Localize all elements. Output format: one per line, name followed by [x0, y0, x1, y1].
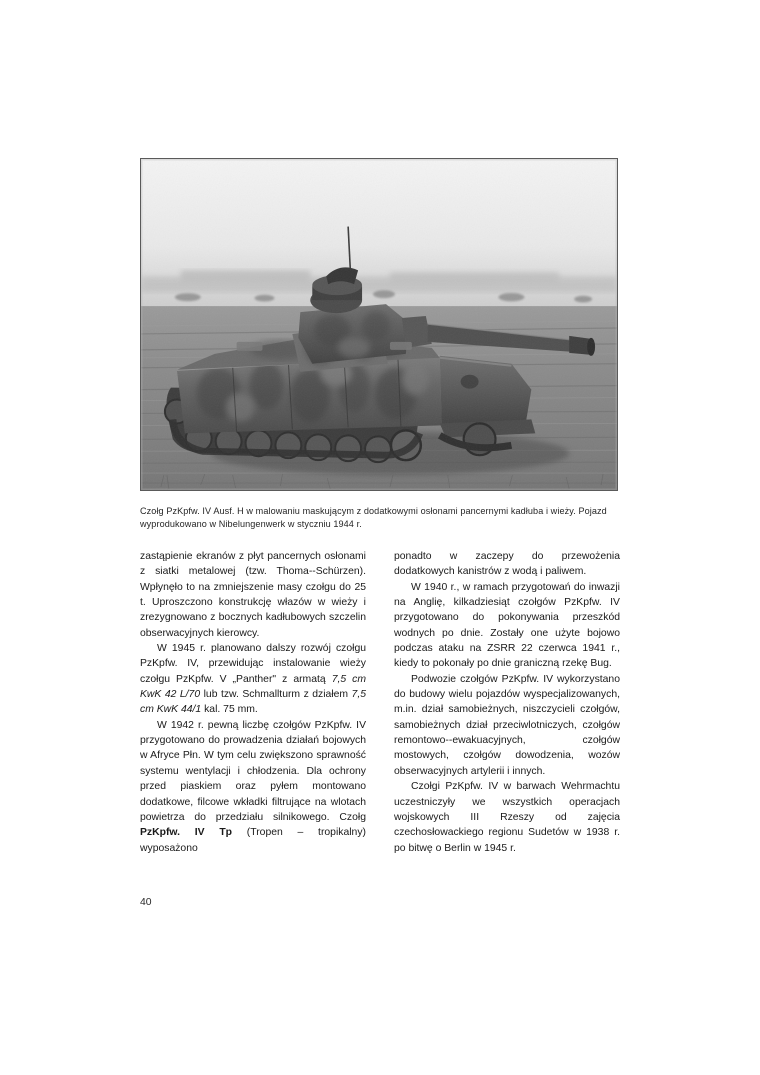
text-run: W 1942 r. pewną liczbę czołgów PzKpfw. IV przygotowano do prowadzenia działań bojowych w Afryce Płn. W tym celu zwiększono sprawność systemu wentylacji i chłodzenia. Dla ochrony przed piaskiem oraz pyłem montowano dodatkowe, filcowe wkładki filtrujące na wlotach powietrza do przedziału silnikowego. Czołg [140, 719, 366, 823]
page-number: 40 [140, 897, 152, 908]
text-run: zastąpienie ekranów z płyt pancernych osłonami z siatki metalowej (tzw. Thoma- [140, 551, 366, 578]
text-run: Czołgi PzKpfw. IV w barwach Wehrmachtu uczestniczyły we wszystkich operacjach wojskowych III Rzeszy od zajęcia czechosłowackiego regionu Sudetów w 1938 r. po bitwę o Berlin w 1945 r. [394, 781, 620, 854]
text-run: -Schürzen). Wpłynęło to na zmniejszenie masy czołgu do 25 t. Uproszczono konstrukcję włazów w wieży i zrezygnowano z bocznych kadłubowych szczelin obserwacyjnych kierowcy. [140, 566, 366, 639]
text-run: W 1945 r. planowano dalszy rozwój czołgu PzKpfw. IV, przewidując instalowanie wieży czołgu PzKpfw. V „Panther" z armatą [140, 643, 366, 685]
paragraph [140, 718, 366, 856]
text-run: ponadto w zaczepy do przewożenia dodatkowych kanistrów z wodą i paliwem. [394, 551, 620, 578]
right-text-column [394, 549, 620, 856]
figure-block [140, 158, 618, 491]
body-columns [140, 549, 620, 879]
text-run: lub tzw. Schmallturm z działem [200, 689, 352, 701]
left-text-column [140, 549, 366, 856]
paragraph [140, 641, 366, 718]
paragraph [394, 549, 620, 580]
photo-pzkpfw-iv-ausf-h [140, 158, 618, 491]
paragraph [394, 580, 620, 672]
emphasis-run: 7,5 cm KwK 42 L/70 [140, 673, 366, 701]
text-run: kal. 75 mm. [201, 704, 258, 716]
tank-photograph-illustration [141, 159, 617, 490]
text-run: -ewakuacyjnych, czołgów mostowych, czołgów dowodzenia, wozów obserwacyjnych artylerii i innych. [394, 735, 620, 777]
paragraph [394, 779, 620, 856]
figure-caption: Czołg PzKpfw. IV Ausf. H w malowaniu maskującym z dodatkowymi osłonami pancernymi kadłuba i wieży. Pojazd wyprodukowano w Nibelungenwerk w styczniu 1944 r. [140, 506, 607, 530]
text-run: Podwozie czołgów PzKpfw. IV wykorzystano do budowy wielu pojazdów wyspecjalizowanych, m.in. dział samobieżnych, niszczycieli czołgów, samobieżnych dział przeciwlotniczych, czołgów remontowo- [394, 673, 620, 747]
text-run: (Tropen – tropikalny) wyposażono [140, 827, 366, 854]
paragraph [140, 549, 366, 641]
text-run: W 1940 r., w ramach przygotowań do inwazji na Anglię, kilkadziesiąt czołgów PzKpfw. IV przygotowano do pokonywania przeszkód wodnych po dnie. Zostały one użyte bojowo podczas ataku na ZSRR 22 czerwca 1941 r., kiedy to pokonały po dnie graniczną rzekę Bug. [394, 581, 620, 670]
strong-run: PzKpfw. IV Tp [140, 827, 233, 839]
emphasis-run: 7,5 cm KwK 44/1 [140, 689, 366, 716]
paragraph [394, 672, 620, 779]
